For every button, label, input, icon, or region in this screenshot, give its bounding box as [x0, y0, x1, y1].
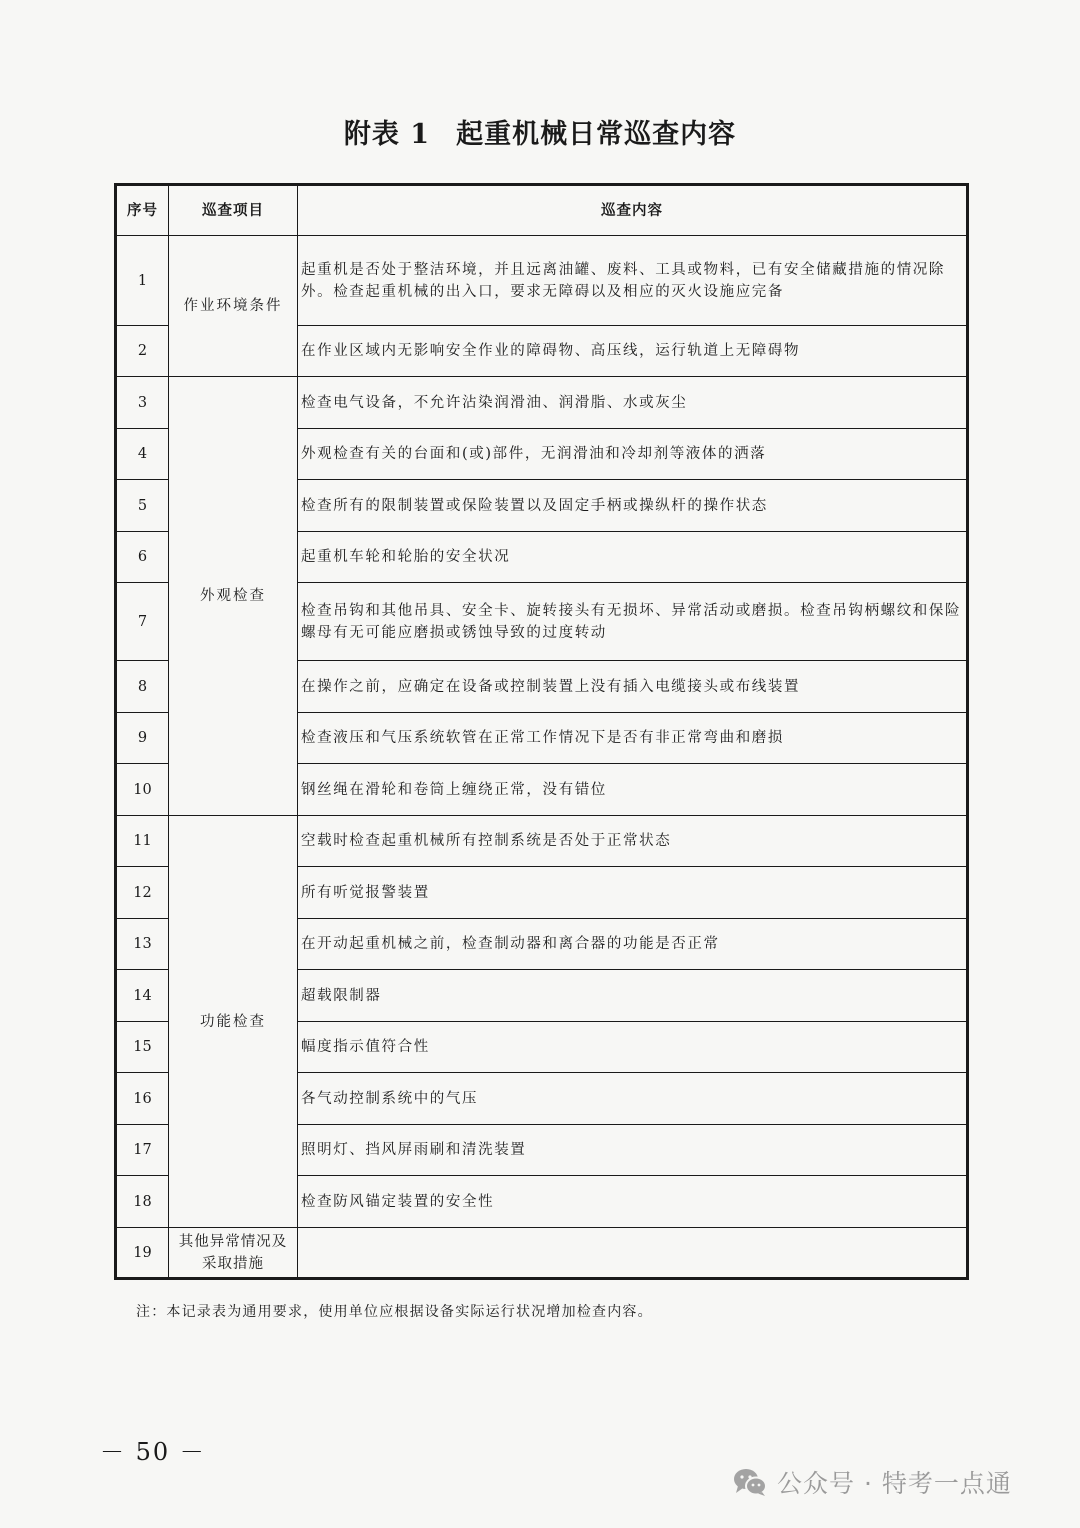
row-number: 19 — [116, 1228, 169, 1279]
row-number: 18 — [116, 1176, 169, 1228]
row-content: 所有听觉报警装置 — [298, 867, 968, 919]
table-row — [116, 1228, 968, 1279]
category-appearance: 外观检查 — [169, 377, 298, 816]
row-number: 7 — [116, 583, 169, 661]
row-content: 检查电气设备，不允许沾染润滑油、润滑脂、水或灰尘 — [298, 377, 968, 429]
row-content: 起重机是否处于整洁环境，并且远离油罐、废料、工具或物料，已有安全储藏措施的情况除外。检查起重机械的出入口，要求无障碍以及相应的灭火设施应完备 — [298, 236, 968, 326]
row-content: 钢丝绳在滑轮和卷筒上缠绕正常，没有错位 — [298, 764, 968, 816]
row-content: 幅度指示值符合性 — [298, 1022, 968, 1073]
patrol-table — [114, 183, 969, 1280]
row-number: 6 — [116, 532, 169, 583]
category-other: 其他异常情况及采取措施 — [169, 1228, 298, 1279]
table-header-row — [116, 185, 968, 236]
row-content: 检查吊钩和其他吊具、安全卡、旋转接头有无损坏、异常活动或磨损。检查吊钩柄螺纹和保险螺母有无可能应磨损或锈蚀导致的过度转动 — [298, 583, 968, 661]
row-content: 检查防风锚定装置的安全性 — [298, 1176, 968, 1228]
row-number: 4 — [116, 429, 169, 480]
row-number: 14 — [116, 970, 169, 1022]
table-row — [116, 377, 968, 429]
row-number: 3 — [116, 377, 169, 429]
row-content: 在作业区域内无影响安全作业的障碍物、高压线，运行轨道上无障碍物 — [298, 326, 968, 377]
row-number: 8 — [116, 661, 169, 713]
wechat-icon — [733, 1467, 767, 1497]
row-content — [298, 1228, 968, 1279]
row-number: 10 — [116, 764, 169, 816]
title-text: 起重机械日常巡查内容 — [456, 119, 737, 150]
row-number: 17 — [116, 1125, 169, 1176]
row-number: 9 — [116, 713, 169, 764]
row-number: 13 — [116, 919, 169, 970]
row-content: 各气动控制系统中的气压 — [298, 1073, 968, 1125]
row-number: 12 — [116, 867, 169, 919]
row-content: 外观检查有关的台面和(或)部件，无润滑油和冷却剂等液体的洒落 — [298, 429, 968, 480]
row-number: 2 — [116, 326, 169, 377]
table-row — [116, 816, 968, 867]
row-number: 1 — [116, 236, 169, 326]
row-content: 空载时检查起重机械所有控制系统是否处于正常状态 — [298, 816, 968, 867]
title-prefix: 附表 1 — [343, 119, 431, 150]
table-row — [116, 236, 968, 326]
header-no: 序号 — [116, 185, 169, 236]
header-content: 巡查内容 — [298, 185, 968, 236]
row-content: 超载限制器 — [298, 970, 968, 1022]
row-number: 5 — [116, 480, 169, 532]
watermark — [733, 1464, 1012, 1500]
row-content: 照明灯、挡风屏雨刷和清洗装置 — [298, 1125, 968, 1176]
row-content: 检查液压和气压系统软管在正常工作情况下是否有非正常弯曲和磨损 — [298, 713, 968, 764]
row-content: 起重机车轮和轮胎的安全状况 — [298, 532, 968, 583]
watermark-text: 公众号 · 特考一点通 — [777, 1469, 1012, 1498]
category-function: 功能检查 — [169, 816, 298, 1228]
header-item: 巡查项目 — [169, 185, 298, 236]
row-number: 11 — [116, 816, 169, 867]
table-note: 注：本记录表为通用要求，使用单位应根据设备实际运行状况增加检查内容。 — [136, 1304, 653, 1320]
row-content: 在开动起重机械之前，检查制动器和离合器的功能是否正常 — [298, 919, 968, 970]
row-number: 16 — [116, 1073, 169, 1125]
page-title — [0, 112, 1080, 151]
row-content: 在操作之前，应确定在设备或控制装置上没有插入电缆接头或布线装置 — [298, 661, 968, 713]
row-number: 15 — [116, 1022, 169, 1073]
category-environment: 作业环境条件 — [169, 236, 298, 377]
page-number: － 50 － — [100, 1438, 206, 1466]
row-content: 检查所有的限制装置或保险装置以及固定手柄或操纵杆的操作状态 — [298, 480, 968, 532]
